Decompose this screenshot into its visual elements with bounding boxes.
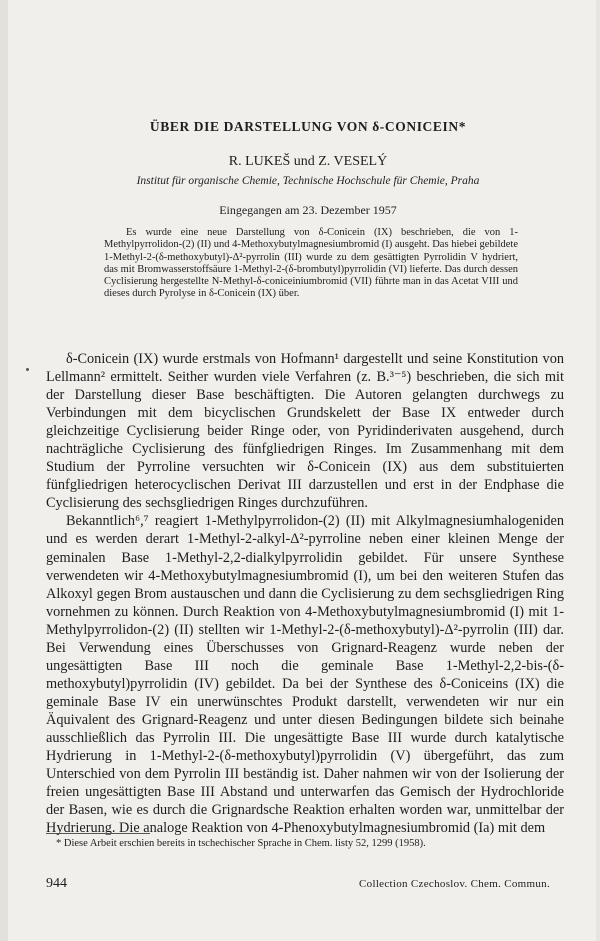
footnote-rule — [46, 833, 150, 834]
article-authors: R. LUKEŠ und Z. VESELÝ — [228, 154, 388, 169]
received-date: Eingegangen am 23. Dezember 1957 — [219, 203, 397, 217]
page-number: 944 — [46, 876, 67, 891]
footnote: * Diese Arbeit erschien bereits in tschechischer Sprache in Chem. listy 52, 1299 (1958). — [56, 838, 426, 849]
margin-dot — [26, 368, 29, 371]
abstract — [104, 227, 518, 301]
article-title: ÜBER DIE DARSTELLUNG VON δ-CONICEIN* — [149, 119, 467, 134]
journal-name: Collection Czechoslov. Chem. Commun. — [359, 878, 550, 890]
body-paragraph-1: δ-Conicein (IX) wurde erstmals von Hofmann¹ dargestellt und seine Konstitution von Lellmann² ermittelt. Seither wurden viele Verfahren (z. B.³⁻⁵) beschrieben, die sich mit der Darstellung dieser Base beschäftigten. Die Autoren gelangten durchwegs zu Verbindungen mit dem bicyclischen Grundskelett der Base IX entweder durch gleichzeitige Cyclisierung beider Ringe oder, von Pyridinderivaten ausgehend, durch nachträgliche Cyclisierung des fünfgliedrigen Ringes. Im Zusammenhang mit dem Studium der Pyrroline versuchten wir δ-Conicein (IX) aus dem substituierten fünfgliedrigen heterocyclischen Derivat III darzustellen und erst in der Endphase die Cyclisierung des sechsgliedrigen Ringes durchzuführen. — [46, 351, 564, 512]
abstract-text: Es wurde eine neue Darstellung von δ-Conicein (IX) beschrieben, die von 1-Methylpyrrolidon-(2) (II) und 4-Methoxybutylmagnesiumbromid (I) ausgeht. Das hiebei gebildete 1-Methyl-2-(δ-methoxybutyl)-Δ²-pyrrolin (III) wurde zu dem gesättigten Pyrrolidin V hydriert, das mit Bromwasserstoffsäure 1-Methyl-2-(δ-brombutyl)pyrrolidin (VI) lieferte. Das durch dessen Cyclisierung hergestellte N-Methyl-δ-coniceiniumbromid (VII) führte man in das Acetat VIII und dieses durch Pyrolyse in δ-Conicein (IX) über. — [104, 227, 518, 300]
author-affiliation: Institut für organische Chemie, Technische Hochschule für Chemie, Praha — [136, 175, 480, 187]
article-body — [46, 350, 564, 837]
body-paragraph-2: Bekanntlich⁶,⁷ reagiert 1-Methylpyrrolidon-(2) (II) mit Alkylmagnesiumhalogeniden und es werden derart 1-Methyl-2-alkyl-Δ²-pyrroline neben einer kleinen Menge der geminalen Base 1-Methyl-2,2-dialkylpyrrolidin gebildet. Für unsere Synthese verwendeten wir 4-Methoxybutylmagnesiumbromid (I), um bei den weiteren Stufen das Alkoxyl gegen Brom austauschen und dann die Cyclisierung zu dem sechsgliedrigen Ring vornehmen zu können. Durch Reaktion von 4-Methoxybutylmagnesiumbromid (I) mit 1-Methylpyrrolidon-(2) (II) stellten wir 1-Methyl-2-(δ-methoxybutyl)-Δ²-pyrrolin (III) dar. Bei Verwendung eines Überschusses von Grignard-Reagenz wurde neben der ungesättigten Base III noch die geminale Base 1-Methyl-2,2-bis-(δ-methoxybutyl)pyrrolidin (IV) gebildet. Da bei der Synthese des δ-Coniceins (IX) die geminale Base IV ein unerwünschtes Produkt darstellt, verwendeten wir nur ein Äquivalent des Grignard-Reagenz und unter diesen Bedingungen bildete sich beinahe ausschließlich das Pyrrolin III. Die ungesättigte Base III wurde durch katalytische Hydrierung in 1-Methyl-2-(δ-methoxybutyl)pyrrolidin (V) übergeführt, das zum Unterschied von dem Pyrrolin III beständig ist. Daher nahmen wir von der Isolierung der freien ungesättigten Base III Abstand und unterwarfen das Gemisch der Hydrochloride der Basen, wie es durch die Grignardsche Reaktion erhalten worden war, unmittelbar der Hydrierung. Die analoge Reaktion von 4-Phenoxybutylmagnesiumbromid (Ia) mit dem — [46, 513, 564, 837]
